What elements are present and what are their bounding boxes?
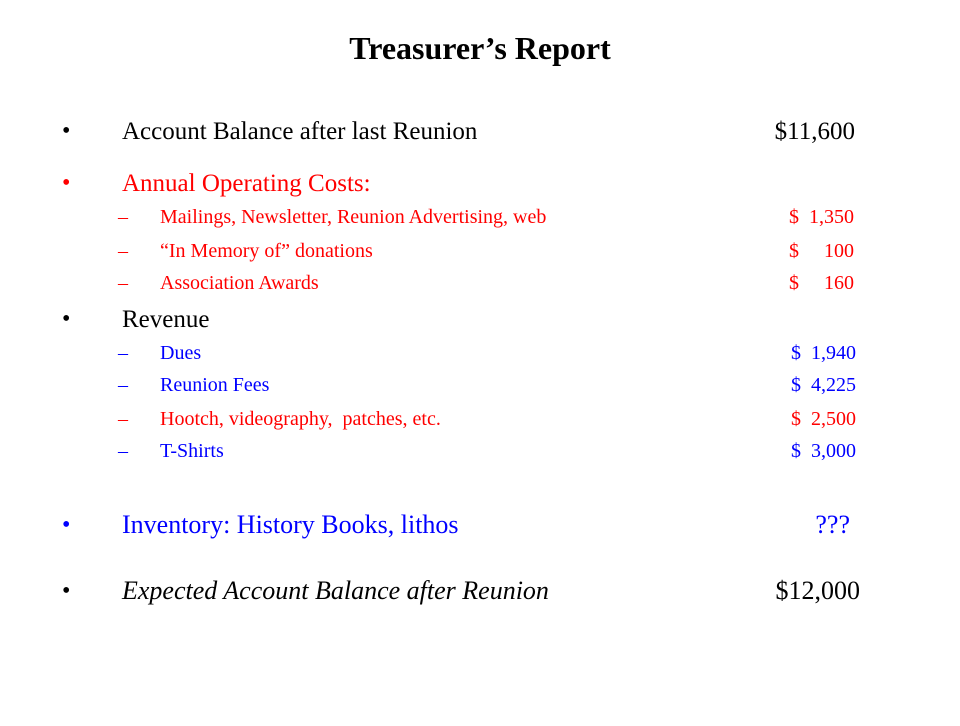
- inventory-row: [0, 510, 960, 544]
- revenue-heading-row: [0, 306, 960, 338]
- expected-balance-row: [0, 576, 960, 610]
- bullet: •: [62, 170, 71, 196]
- dash: –: [118, 374, 128, 396]
- expected-balance-amount: $12,000: [775, 576, 860, 605]
- revenue-item: [0, 342, 960, 368]
- operating-cost-amount: $ 160: [789, 272, 854, 294]
- bullet: •: [62, 512, 71, 538]
- operating-cost-item: [0, 240, 960, 266]
- revenue-label: Hootch, videography, patches, etc.: [160, 408, 441, 430]
- revenue-amount: $ 3,000: [791, 440, 856, 462]
- operating-cost-amount: $ 1,350: [789, 206, 854, 228]
- account-balance-label: Account Balance after last Reunion: [122, 118, 478, 145]
- revenue-item: [0, 408, 960, 434]
- operating-cost-label: Mailings, Newsletter, Reunion Advertising, web: [160, 206, 547, 228]
- revenue-amount: $ 1,940: [791, 342, 856, 364]
- page-title: Treasurer’s Report: [349, 30, 611, 66]
- revenue-amount: $ 4,225: [791, 374, 856, 396]
- dash: –: [118, 342, 128, 364]
- bullet: •: [62, 118, 71, 144]
- dash: –: [118, 440, 128, 462]
- operating-costs-heading-row: [0, 170, 960, 202]
- account-balance-row: [0, 118, 960, 150]
- revenue-item: [0, 374, 960, 400]
- dash: –: [118, 272, 128, 294]
- operating-cost-item: [0, 206, 960, 232]
- dash: –: [118, 408, 128, 430]
- revenue-label: Dues: [160, 342, 202, 364]
- operating-cost-label: “In Memory of” donations: [160, 240, 373, 262]
- bullet: •: [62, 306, 71, 332]
- inventory-amount: ???: [815, 510, 850, 539]
- inventory-label: Inventory: History Books, lithos: [122, 510, 459, 539]
- bullet: •: [62, 578, 71, 604]
- operating-costs-heading: Annual Operating Costs:: [122, 170, 371, 197]
- dash: –: [118, 240, 128, 262]
- revenue-amount: $ 2,500: [791, 408, 856, 430]
- revenue-label: T-Shirts: [160, 440, 224, 462]
- revenue-heading: Revenue: [122, 306, 210, 333]
- revenue-label: Reunion Fees: [160, 374, 270, 396]
- expected-balance-label: Expected Account Balance after Reunion: [122, 576, 549, 605]
- operating-cost-label: Association Awards: [160, 272, 319, 294]
- revenue-item: [0, 440, 960, 466]
- dash: –: [118, 206, 128, 228]
- operating-cost-item: [0, 272, 960, 298]
- operating-cost-amount: $ 100: [789, 240, 854, 262]
- account-balance-amount: $11,600: [774, 118, 855, 145]
